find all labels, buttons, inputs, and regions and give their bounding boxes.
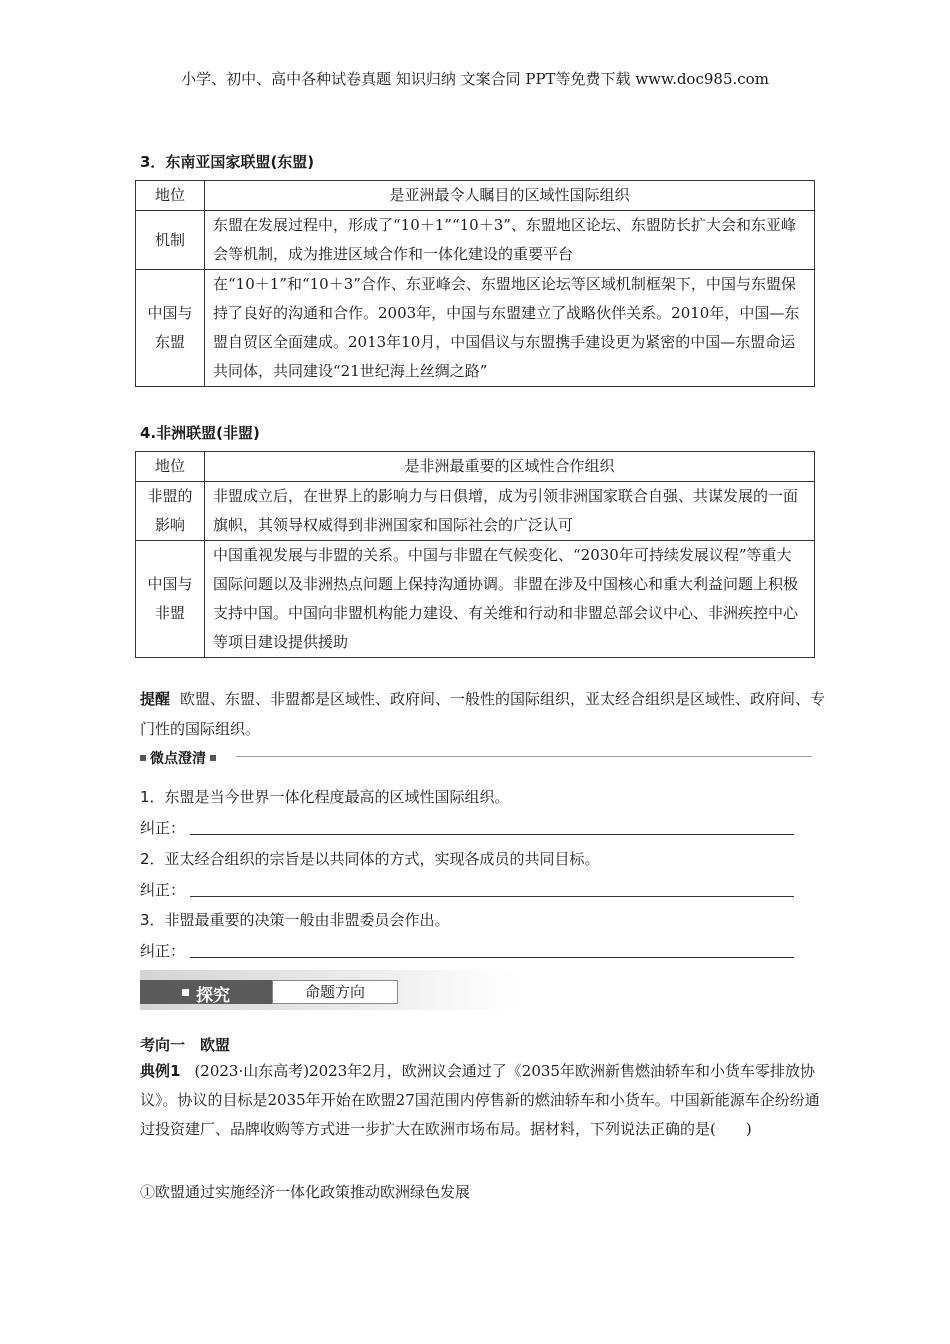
clarify-item: 3．非盟最重要的决策一般由非盟委员会作出。: [140, 911, 450, 929]
row-content: 在“10＋1”和“10＋3”合作、东亚峰会、东盟地区论坛等区域机制框架下，中国与东盟保持了良好的沟通和合作。2003年，中国与东盟建立了战略伙伴关系。2010年，中国—东盟自贸区全面建成。2013年10月，中国倡议与东盟携手建设更为紧密的中国—东盟命运共同体，共同建设“21世纪海上丝绸之路”: [205, 270, 815, 387]
row-label: 地位: [136, 181, 205, 211]
table-row: [136, 482, 815, 541]
row-content: 是亚洲最令人瞩目的区域性国际组织: [205, 181, 815, 211]
reminder-text: 欧盟、东盟、非盟都是区域性、政府间、一般性的国际组织，亚太经合组织是区域性、政府间、专门性的国际组织。: [140, 690, 826, 738]
example-label: 典例1: [140, 1062, 181, 1080]
correction-label: 纠正：: [140, 881, 186, 899]
correction-line: [140, 879, 185, 900]
section-title-au: 4.非洲联盟(非盟): [140, 424, 260, 442]
clarify-item: 1．东盟是当今世界一体化程度最高的区域性国际组织。: [140, 788, 510, 806]
clarify-title: 微点澄清: [150, 750, 206, 767]
row-content: 非盟成立后，在世界上的影响力与日俱增，成为引领非洲国家联合自强、共谋发展的一面旗帜，其领导权威得到非洲国家和国际社会的广泛认可: [205, 482, 815, 541]
banner-sub: 命题方向: [272, 980, 398, 1004]
au-table: [135, 451, 815, 658]
square-bullet-icon: [182, 989, 189, 996]
reminder-note: [140, 684, 830, 744]
correction-blank[interactable]: [190, 896, 794, 897]
table-row: [136, 270, 815, 387]
square-bullet-icon: [140, 755, 146, 761]
banner-main: 探究: [196, 986, 230, 1006]
row-label: 地位: [136, 452, 205, 482]
example-text: (2023·山东高考)2023年2月，欧洲议会通过了《2035年欧洲新售燃油轿车和小货车零排放协议》。协议的目标是2035年开始在欧盟27国范围内停售新的燃油轿车和小货车。中国新能源车企纷纷通过投资建厂、品牌收购等方式进一步扩大在欧洲市场布局。据材料，下列说法正确的是( ): [140, 1062, 820, 1138]
correction-line: [140, 940, 185, 961]
row-content: 中国重视发展与非盟的关系。中国与非盟在气候变化、“2030年可持续发展议程”等重大国际问题以及非洲热点问题上保持沟通协调。非盟在涉及中国核心和重大利益问题上积极支持中国。中国向非盟机构能力建设、有关维和行动和非盟总部会议中心、非洲疾控中心等项目建设提供援助: [205, 541, 815, 658]
row-content: 是非洲最重要的区域性合作组织: [205, 452, 815, 482]
clarify-heading: [140, 747, 812, 767]
reminder-label: 提醒: [140, 690, 171, 708]
page-header: 小学、初中、高中各种试卷真题 知识归纳 文案合同 PPT等免费下载 www.doc985.com: [181, 70, 769, 88]
correction-blank[interactable]: [190, 957, 794, 958]
row-label: 中国与东盟: [136, 270, 205, 387]
table-row: [136, 541, 815, 658]
banner-tag: [140, 980, 272, 1004]
row-label: 机制: [136, 211, 205, 270]
row-label: 中国与非盟: [136, 541, 205, 658]
example-paragraph: [140, 1057, 820, 1144]
row-label: 非盟的影响: [136, 482, 205, 541]
correction-label: 纠正：: [140, 819, 186, 837]
square-bullet-icon: [210, 755, 216, 761]
clarify-item: 2．亚太经合组织的宗旨是以共同体的方式，实现各成员的共同目标。: [140, 850, 600, 868]
table-row: [136, 211, 815, 270]
table-row: [136, 181, 815, 211]
correction-line: [140, 817, 185, 838]
divider: [236, 756, 812, 757]
correction-blank[interactable]: [190, 834, 794, 835]
direction-heading: 考向一 欧盟: [140, 1036, 231, 1054]
section-title-asean: 3．东南亚国家联盟(东盟): [140, 153, 315, 171]
correction-label: 纠正：: [140, 942, 186, 960]
explore-banner: [140, 970, 518, 1010]
option-item: ①欧盟通过实施经济一体化政策推动欧洲绿色发展: [140, 1183, 471, 1201]
table-row: [136, 452, 815, 482]
asean-table: [135, 180, 815, 387]
row-content: 东盟在发展过程中，形成了“10＋1”“10＋3”、东盟地区论坛、东盟防长扩大会和东亚峰会等机制，成为推进区域合作和一体化建设的重要平台: [205, 211, 815, 270]
